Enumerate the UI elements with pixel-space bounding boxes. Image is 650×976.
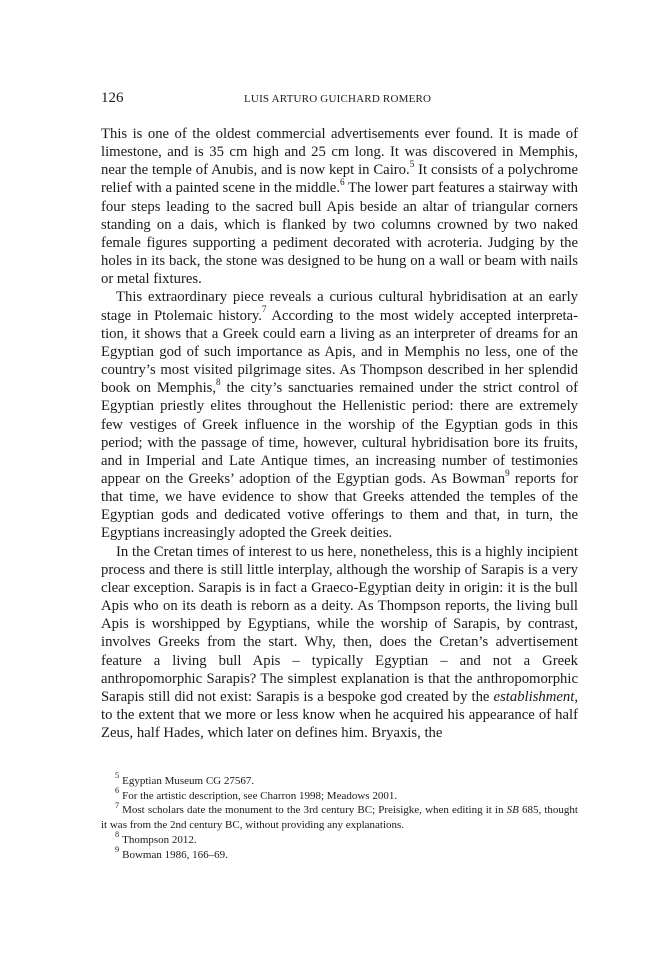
paragraph bbox=[101, 543, 578, 743]
footnote-number: 9 bbox=[115, 844, 120, 854]
italic-text: establishment bbox=[493, 688, 575, 705]
text-run: reports for that time, we have evidence to show that Greeks attended the temples of the Egyptian gods and dedicated votive offerings to them and that, in turn, the Egyptians increasingly adopted the Greek deities. bbox=[101, 470, 578, 542]
footnote-ref: 7 bbox=[261, 304, 267, 315]
text-run: According to the most widely accepted interpretation, it shows that a Greek could earn a living as an interpreter of dreams for an Egyptian god of such importance as Apis, and in Memphis no less, one of the country’s most visited pilgrimage sites. As Thompson described in her splendid book on Memphis, bbox=[101, 307, 578, 397]
text-run: , to the extent that we more or less know when he acquired his appearance of half Zeus, half Hades, which later on defines him. Bryaxis, the bbox=[101, 688, 578, 742]
footnotes bbox=[101, 771, 578, 862]
footnote-ref: 8 bbox=[216, 376, 221, 387]
footnote bbox=[101, 771, 578, 789]
text-run: 685, thought it was from the 2nd century BC, without providing any explanations. bbox=[101, 804, 578, 832]
footnote-ref: 6 bbox=[340, 177, 345, 188]
text-run: Thompson 2012. bbox=[122, 833, 197, 846]
text-run: This extraordinary piece reveals a curious cultural hybridisation at an early stage in Ptolemaic history. bbox=[101, 289, 578, 324]
footnote bbox=[101, 800, 578, 832]
footnote bbox=[101, 785, 578, 804]
paragraph bbox=[101, 125, 578, 288]
paragraph bbox=[101, 288, 578, 542]
text-run: Egyptian Museum CG 27567. bbox=[122, 775, 255, 787]
page-number: 126 bbox=[101, 90, 124, 106]
footnote-number: 5 bbox=[115, 771, 120, 781]
running-head: LUIS ARTURO GUICHARD ROMERO bbox=[244, 93, 432, 105]
italic-text: SB bbox=[506, 804, 519, 817]
body-text bbox=[101, 125, 578, 742]
text-run: For the artistic description, see Charron 1998; Meadows 2001. bbox=[122, 789, 398, 802]
footnote-ref: 9 bbox=[505, 467, 510, 478]
text-run: Most scholars date the monument to the 3rd century BC; Preisigke, when editing it in bbox=[122, 804, 507, 817]
footnote bbox=[101, 844, 578, 863]
text-run: the city’s sanctuaries remained under the strict control of Egyptian priestly elites throughout the Hellenistic period: there are extremely few vestiges of Greek influence in the worship of the Egyptian gods in this period; with the passage of time, however, cultural hybridisation bore its fruits, and in Imperial and Late Antique times, an increasing number of testimonies appear on the Greeks’ adoption of the Egyptian gods. As Bowman bbox=[101, 380, 578, 487]
text-run: It consists of a polychrome relief with a painted scene in the middle. bbox=[101, 162, 578, 197]
footnote-number: 8 bbox=[115, 829, 120, 839]
footnote-number: 6 bbox=[115, 785, 120, 795]
text-run: Bowman 1986, 166–69. bbox=[122, 848, 228, 861]
text-run: In the Cretan times of interest to us here, nonetheless, this is a highly incipient process and there is still little interplay, although the worship of Sarapis is a very clear exception. Sarapis is in fact a Graeco-Egyptian deity in origin: it is the bull Apis who on its death is reborn as a deity. As Thompson reports, the living bull Apis is worshipped by Egyptians, while the worship of Sarapis, by contrast, involves Greeks from the start. Why, then, does the Cretan’s advertisement feature a living bull Apis – typically Egyptian – and not a Greek anthropomorphic Sarapis? The simplest explanation is that the anthropomorphic Sarapis still did not exist: Sarapis is a bespoke god created by the bbox=[101, 543, 578, 705]
text-run: The lower part features a stairway with four steps leading to the sacred bull Apis beside an altar of triangular corners standing on a dais, which is flanked by two columns crowned by two naked female figures supporting a pediment decorated with acroteria. Judging by the holes in its back, the stone was designed to be hung on a wall or beam with nails or metal fixtures. bbox=[101, 180, 579, 288]
text-run: This is one of the oldest commercial advertisements ever found. It is made of limestone, and is 35 cm high and 25 cm long. It was discovered in Memphis, near the temple of Anubis, and is now kept in Cairo. bbox=[101, 126, 578, 179]
footnote-ref: 5 bbox=[409, 159, 415, 170]
footnote bbox=[101, 829, 578, 848]
footnote-number: 7 bbox=[115, 800, 120, 810]
